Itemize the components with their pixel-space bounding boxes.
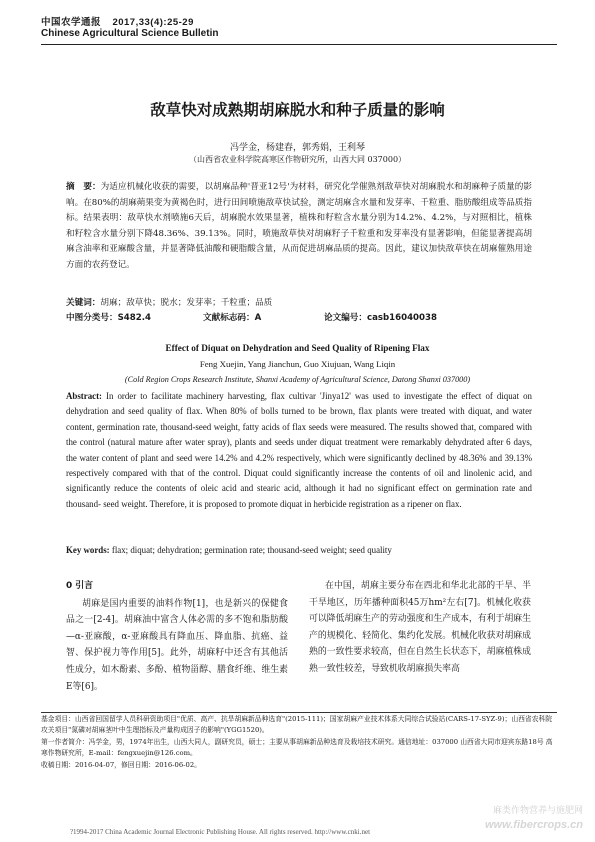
authors-en: Feng Xuejin, Yang Jianchun, Guo Xiujuan, Wang Liqin xyxy=(199,359,396,369)
footnote-fund: 基金项目：山西省回国留学人员科研资助项目"优质、高产、抗旱胡麻新品种选育"(2015-111)；国家胡麻产业技术体系大同综合试验站(CARS-17-SYZ-9)；山西省农科院攻关项目"氮磷对胡麻茎叶中生理指标及产量构成因子的影响"(YGG1520)。 xyxy=(41,715,553,735)
footnote-rule xyxy=(41,712,557,713)
keywords-en-text: flax; diquat; dehydration; germination rate; thousand-seed weight; seed quality xyxy=(111,545,392,555)
document-code: 文献标志码：A xyxy=(203,313,262,323)
abstract-en-text: In order to facilitate machinery harvesting, flax cultivar 'Jinya12' was used to investigate the effect of diquat on dehydration and seed quality of flax. When 80% of bolls turned to be brown, flax plants were treated with diquat, and water content, germination rate, thousand-seed weight, fatty acids of flax seeds were measured. The results showed that, compared with the control (natural mature after water spray), plants and seeds under diquat treatment were remarkably dehydrated after 6 days, the water content of plant and seed were 14.2% and 4.2% respectively, which were significantly declined by 48.36% and 39.13% respectively compared with that of the control. Diquat could significantly increase the contents of oil and linolenic acid, and significantly reduce the contents of oleic acid and stearic acid, although it had no significant effect on germination rate and thousand- seed weight. Therefore, it is proposed to promote diquat in herbicide registration as a ripener on flax. xyxy=(66,391,532,509)
journal-name-en: Chinese Agricultural Science Bulletin xyxy=(41,28,219,39)
abstract-cn-text: 为适应机械化收获的需要，以胡麻品种'晋亚12号'为材料，研究化学催熟剂敌草快对胡麻脱水和胡麻种子质量的影响。在80%的胡麻蒴果变为黄褐色时，进行田间喷施敌草快试验，测定胡麻含水量和发芽率、千粒重、脂肪酸组成等品质指标。结果表明：敌草快水剂喷施6天后，胡麻脱水效果显著，植株和籽粒含水量分别为14.2%、4.2%，与对照相比，植株和籽粒含水量分别下降48.36%、39.13%。同时，喷施敌草快对胡麻籽子千粒重和发芽率没有显著影响，但能显著提高胡麻含油率和亚麻酸含量，并显著降低油酸和硬脂酸含量，从而促进胡麻品质的提高。因此，建议加快敌草快在胡麻催熟用途方面的农药登记。 xyxy=(66,182,532,270)
watermark-text-cn: 麻类作物营养与施肥网 xyxy=(492,806,583,816)
journal-header-cn xyxy=(41,14,194,28)
intro-paragraph-left: 胡麻是国内重要的油料作物[1]，也是新兴的保健食品之一[2-4]。胡麻油中富含人体必需的多不饱和脂肪酸—α-亚麻酸，α-亚麻酸具有降血压、降血脂、抗癌、益智、保护视力等作用[5]。此外，胡麻籽中还含有其他活性成分，如木酚素、多酚、植物甾醇、膳食纤维、维生素E等[6]。 xyxy=(66,598,288,692)
header-rule xyxy=(41,44,557,45)
body-column-left xyxy=(66,578,288,695)
journal-name-cn: 中国农学通报 xyxy=(41,17,102,28)
watermark xyxy=(473,803,583,839)
paper-title-en: Effect of Diquat on Dehydration and Seed Quality of Ripening Flax xyxy=(165,343,430,353)
abstract-en-label: Abstract: xyxy=(66,391,102,401)
keywords-cn-label: 关键词： xyxy=(66,298,101,308)
clc-number: 中图分类号：S482.4 xyxy=(66,313,151,323)
footnote-author: 第一作者简介：冯学金，男，1974年出生，山西大同人，副研究员，硕士；主要从事胡麻新品种选育及栽培技术研究。通信地址：037000 山西省大同市迎宾东路18号 高寒作物研究所，E-mail：fengxuejin@126.com。 xyxy=(41,738,553,758)
abstract-en xyxy=(66,389,532,512)
section-heading-intro: 0 引言 xyxy=(66,581,94,591)
affiliation-en: (Cold Region Crops Research Institute, Shanxi Academy of Agricultural Science, Datong Shanxi 037000) xyxy=(124,375,471,384)
intro-paragraph-right: 在中国，胡麻主要分布在西北和华北北部的干旱、半干旱地区，历年播种面积45万hm²左右[7]。机械化收获可以降低胡麻生产的劳动强度和生产成本，有利于胡麻生产的规模化、轻简化、集约化发展。机械化收获对胡麻成熟的一致性要求较高，但在自然生长状态下，胡麻植株成熟一致性较差，导致机收胡麻损失率高 xyxy=(309,581,531,674)
abstract-cn-label: 摘 要： xyxy=(66,182,101,192)
keywords-cn-text: 胡麻；敌草快；脱水；发芽率；千粒重；品质 xyxy=(100,298,273,308)
authors-cn: 冯学金，杨建春，郭秀娟，王利琴 xyxy=(229,143,365,153)
abstract-cn xyxy=(66,180,532,274)
article-number: 论文编号：casb16040038 xyxy=(324,313,437,323)
keywords-cn xyxy=(66,296,532,308)
volume-info: 2017,33(4):25-29 xyxy=(112,17,194,28)
watermark-url: www.fibercrops.cn xyxy=(484,819,583,831)
affiliation-cn: （山西省农业科学院高寒区作物研究所，山西大同 037000） xyxy=(188,155,407,164)
copyright-line: ?1994-2017 China Academic Journal Electronic Publishing House. All rights reserved. http://www.cnki.net xyxy=(69,828,371,836)
keywords-en xyxy=(66,545,532,555)
keywords-en-label: Key words: xyxy=(66,545,110,555)
footnote-dates: 收稿日期：2016-04-07，修回日期：2016-06-02。 xyxy=(41,761,201,769)
body-column-right xyxy=(309,578,531,678)
paper-title-cn: 敌草快对成熟期胡麻脱水和种子质量的影响 xyxy=(150,101,445,119)
